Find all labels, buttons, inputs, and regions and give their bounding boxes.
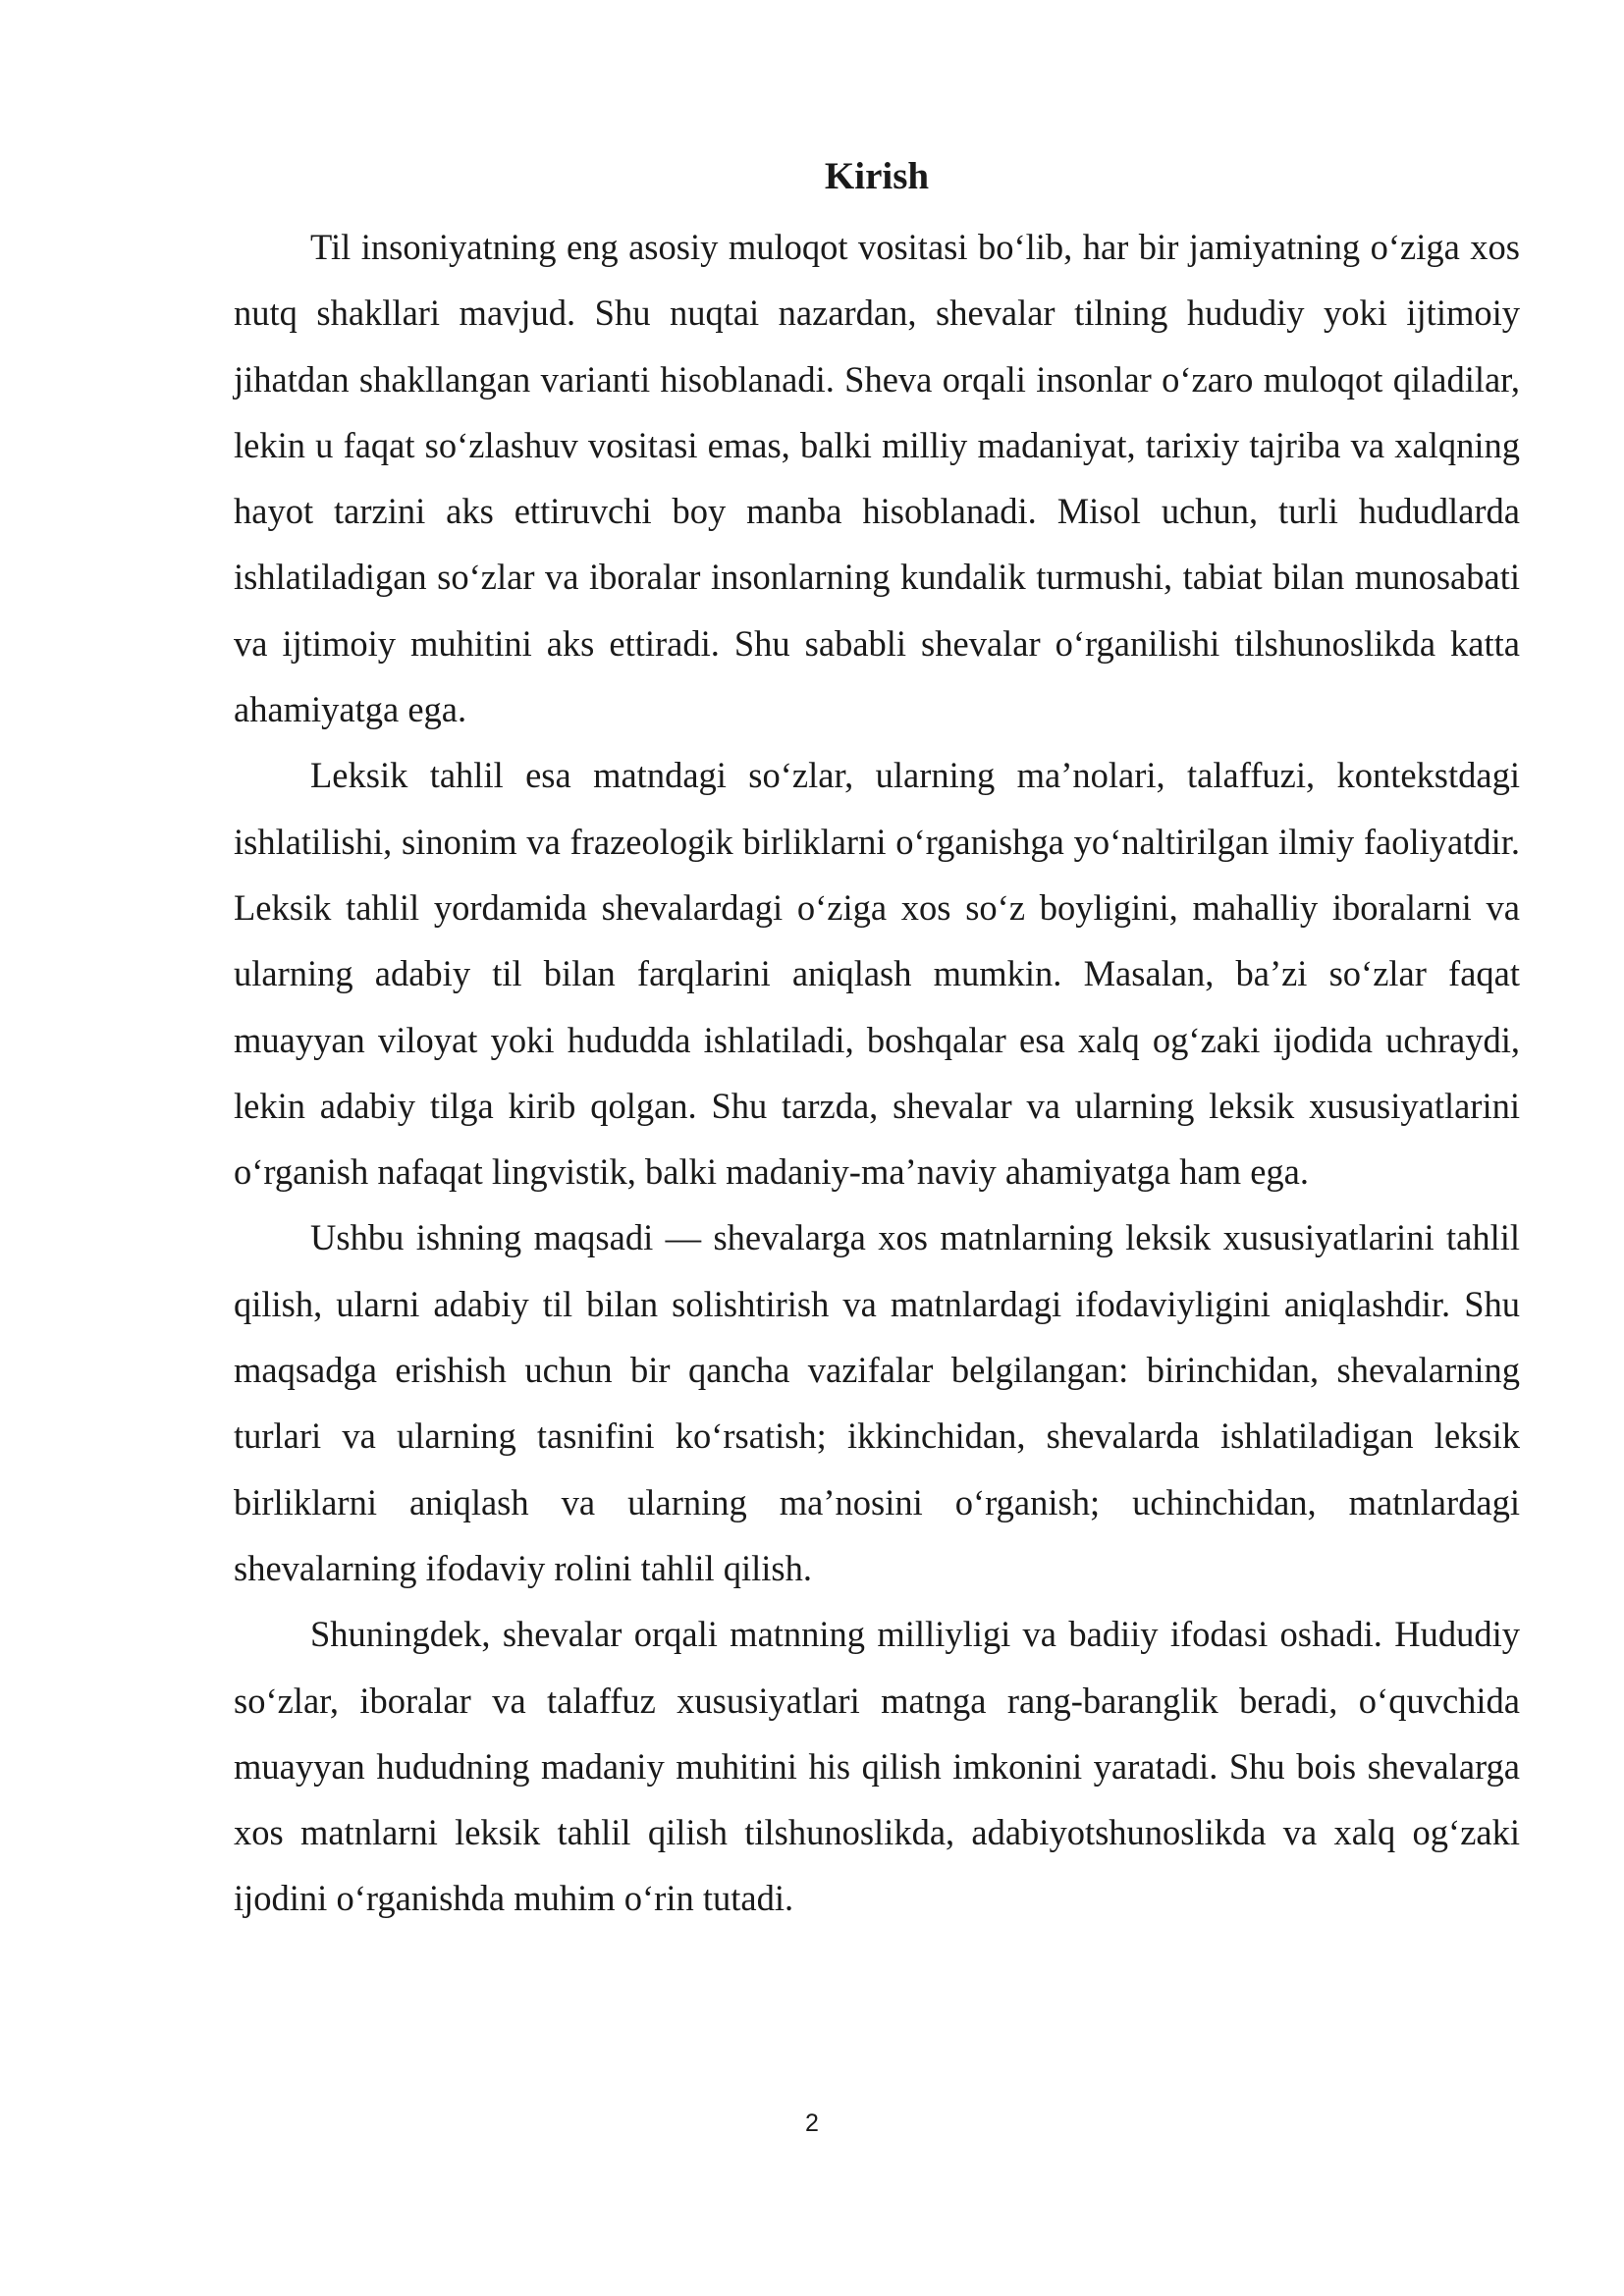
paragraph-goal: Ushbu ishning maqsadi — shevalarga xos matnlarning leksik xususiyatlarini tahlil qilish, ularni adabiy til bilan solishtirish va matnlardagi ifodaviyligini aniqlashdir. Shu maqsadga erishish uchun bir qancha vazifalar belgilangan: birinchidan, shevalarning turlari va ularning tasnifini ko‘rsatish; ikkinchidan, shevalarda ishlatiladigan leksik birliklarni aniqlash va ularning ma’nosini o‘rganish; uchinchidan, matnlardagi shevalarning ifodaviy rolini tahlil qilish. bbox=[234, 1217, 1520, 1588]
paragraph-introduction: Til insoniyatning eng asosiy muloqot vositasi bo‘lib, har bir jamiyatning o‘ziga xos nutq shakllari mavjud. Shu nuqtai nazardan, shevalar tilning hududiy yoki ijtimoiy jihatdan shakllangan varianti hisoblanadi. Sheva orqali insonlar o‘zaro muloqot qiladilar, lekin u faqat so‘zlashuv vositasi emas, balki milliy madaniyat, tarixiy tajriba va xalqning hayot tarzini aks ettiruvchi boy manba hisoblanadi. Misol uchun, turli hududlarda ishlatiladigan so‘zlar va iboralar insonlarning kundalik turmushi, tabiat bilan munosabati va ijtimoiy muhitini aks ettiradi. Shu sababli shevalar o‘rganilishi tilshunoslikda katta ahamiyatga ega. bbox=[234, 227, 1520, 730]
document-page bbox=[234, 147, 1520, 1932]
paragraph-conclusion: Shuningdek, shevalar orqali matnning milliyligi va badiiy ifodasi oshadi. Hududiy so‘zlar, iboralar va talaffuz xususiyatlari matnga rang-baranglik beradi, o‘quvchida muayyan hududning madaniy muhitini his qilish imkonini yaratadi. Shu bois shevalarga xos matnlarni leksik tahlil qilish tilshunoslikda, adabiyotshunoslikda va xalq og‘zaki ijodini o‘rganishda muhim o‘rin tutadi. bbox=[234, 1614, 1520, 1919]
page-number: 2 bbox=[805, 2109, 819, 2137]
paragraph-lexical-analysis: Leksik tahlil esa matndagi so‘zlar, ularning ma’nolari, talaffuzi, kontekstdagi ishlatilishi, sinonim va frazeologik birliklarni o‘rganishga yo‘naltirilgan ilmiy faoliyatdir. Leksik tahlil yordamida shevalardagi o‘ziga xos so‘z boyligini, mahalliy iboralarni va ularning adabiy til bilan farqlarini aniqlash mumkin. Masalan, ba’zi so‘zlar faqat muayyan viloyat yoki hududda ishlatiladi, boshqalar esa xalq og‘zaki ijodida uchraydi, lekin adabiy tilga kirib qolgan. Shu tarzda, shevalar va ularning leksik xususiyatlarini o‘rganish nafaqat lingvistik, balki madaniy-ma’naviy ahamiyatga ham ega. bbox=[234, 755, 1520, 1193]
section-heading: Kirish bbox=[824, 155, 930, 197]
